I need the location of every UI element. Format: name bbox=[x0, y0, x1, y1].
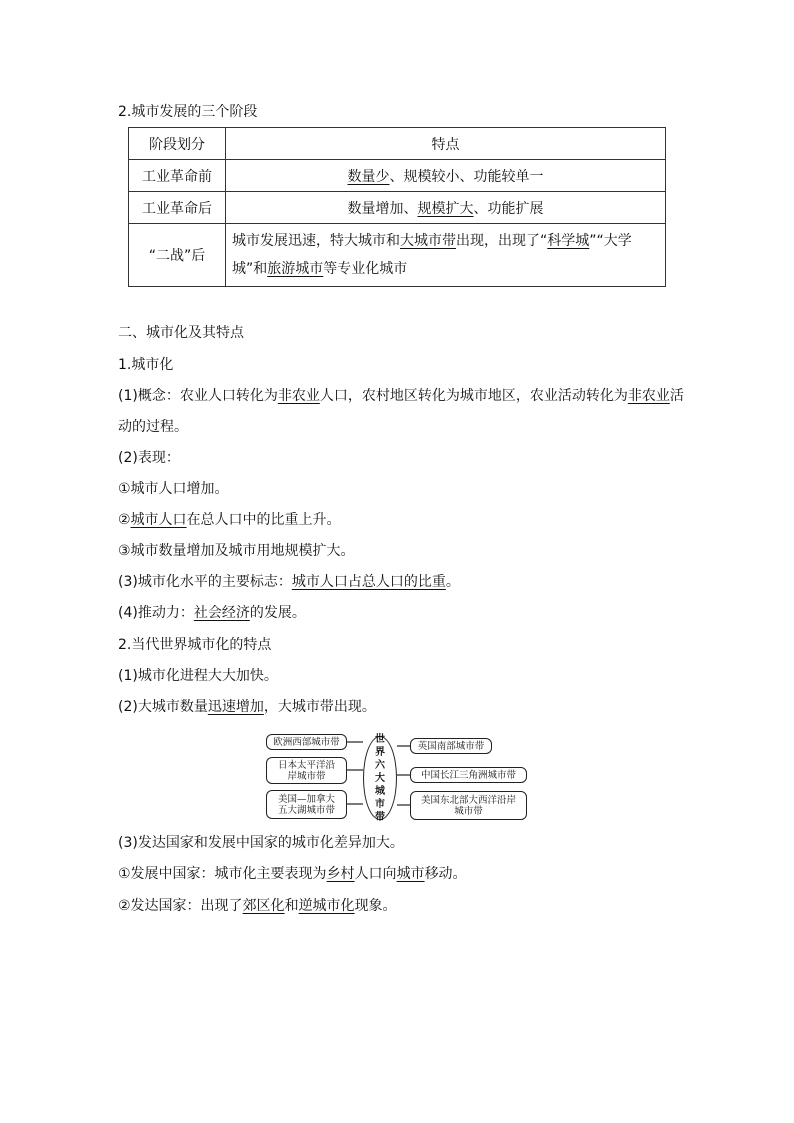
features-text: 、规模较小、功能较单一 bbox=[389, 168, 544, 185]
concept-text: 活 bbox=[669, 388, 684, 404]
underlined-term: 城市人口 bbox=[130, 512, 187, 528]
stages-table bbox=[128, 127, 666, 287]
dev-text: 移动。 bbox=[424, 866, 467, 882]
dev-text: 人口向 bbox=[354, 866, 397, 882]
stage-cell: 工业革命后 bbox=[129, 192, 226, 224]
subheading-urbanization: 1.城市化 bbox=[118, 357, 174, 373]
circled-number: ② bbox=[118, 512, 131, 528]
developing-countries bbox=[118, 864, 467, 884]
developed-countries bbox=[118, 896, 397, 916]
table-header-features: 特点 bbox=[226, 128, 666, 160]
dev-text: 现象。 bbox=[354, 898, 397, 914]
features-text: 、功能扩展 bbox=[473, 200, 544, 217]
underlined-term: 社会经济 bbox=[193, 605, 250, 621]
feature-text: (2)大城市数量 bbox=[118, 699, 208, 715]
underlined-term: 城市 bbox=[396, 866, 425, 882]
right-belt-box bbox=[410, 791, 527, 820]
features-text: 数量增加、 bbox=[347, 200, 418, 217]
manifestation-text: 在总人口中的比重上升。 bbox=[186, 512, 341, 528]
belt-label: 美国—加拿大五大湖城市带 bbox=[277, 793, 335, 816]
manifestation-3: ③城市数量增加及城市用地规模扩大。 bbox=[118, 543, 355, 559]
manifestation-title: (2)表现： bbox=[118, 450, 180, 466]
feature-1: (1)城市化进程大大加快。 bbox=[118, 668, 278, 684]
center-node bbox=[363, 733, 397, 823]
sign-text: 。 bbox=[445, 574, 460, 590]
underlined-term: 数量少 bbox=[347, 168, 390, 185]
underlined-term: 城市人口占总人口的比重 bbox=[291, 574, 446, 590]
table-row bbox=[129, 192, 666, 224]
features-text: 等专业化城市 bbox=[323, 261, 408, 277]
belt-label: 美国东北部大西洋沿岸城市带 bbox=[420, 794, 516, 817]
urbanization-sign bbox=[118, 572, 460, 592]
manifestation-2 bbox=[118, 510, 341, 530]
megalopolis-diagram bbox=[264, 732, 532, 824]
underlined-term: 非农业 bbox=[277, 388, 320, 404]
left-belt-box: 欧洲西部城市带 bbox=[266, 734, 347, 750]
features-cell bbox=[226, 160, 666, 192]
concept-text: 人口，农村地区转化为城市地区，农业活动转化为 bbox=[319, 388, 628, 404]
left-belt-box bbox=[266, 790, 347, 819]
force-text: 的发展。 bbox=[249, 605, 306, 621]
underlined-term: 科学城 bbox=[547, 233, 590, 249]
features-text: 城市发展迅速，特大城市和 bbox=[232, 233, 400, 249]
concept-text: (1)概念：农业人口转化为 bbox=[118, 388, 278, 404]
underlined-term: 大城市带 bbox=[400, 233, 456, 249]
dev-text: ①发展中国家：城市化主要表现为 bbox=[118, 866, 327, 882]
table-header-row bbox=[129, 128, 666, 160]
feature-3: (3)发达国家和发展中国家的城市化差异加大。 bbox=[118, 835, 404, 851]
section-heading-urbanization: 二、城市化及其特点 bbox=[118, 325, 244, 341]
concept-line-2: 动的过程。 bbox=[118, 419, 188, 435]
dev-text: 和 bbox=[284, 898, 299, 914]
sign-text: (3)城市化水平的主要标志： bbox=[118, 574, 292, 590]
left-belt-box bbox=[266, 757, 347, 784]
features-text: ”“大学城”和 bbox=[232, 233, 632, 277]
feature-text: ，大城市带出现。 bbox=[263, 699, 376, 715]
driving-force bbox=[118, 603, 306, 623]
features-cell bbox=[226, 192, 666, 224]
underlined-term: 逆城市化 bbox=[298, 898, 355, 914]
underlined-term: 非农业 bbox=[627, 388, 670, 404]
dev-text: ②发达国家：出现了 bbox=[118, 898, 243, 914]
underlined-term: 乡村 bbox=[326, 866, 355, 882]
right-belt-box: 中国长江三角洲城市带 bbox=[410, 767, 527, 783]
table-header-stage: 阶段划分 bbox=[129, 128, 226, 160]
underlined-term: 旅游城市 bbox=[267, 261, 324, 277]
right-belt-box: 英国南部城市带 bbox=[410, 738, 492, 754]
concept-line-1 bbox=[118, 386, 684, 406]
table-row bbox=[129, 224, 666, 287]
belt-label: 日本太平洋沿岸城市带 bbox=[277, 759, 335, 782]
force-text: (4)推动力： bbox=[118, 605, 194, 621]
underlined-term: 郊区化 bbox=[242, 898, 285, 914]
features-cell bbox=[226, 224, 666, 287]
stage-cell: 工业革命前 bbox=[129, 160, 226, 192]
stage-cell: “二战”后 bbox=[129, 224, 226, 287]
feature-2 bbox=[118, 697, 376, 717]
underlined-term: 迅速增加 bbox=[207, 699, 264, 715]
subheading-features: 2.当代世界城市化的特点 bbox=[118, 637, 272, 653]
center-label: 世界六大城市带 bbox=[375, 733, 385, 823]
table-row bbox=[129, 160, 666, 192]
section-heading-stages: 2.城市发展的三个阶段 bbox=[118, 104, 258, 120]
features-text: 出现，出现了“ bbox=[456, 233, 548, 249]
manifestation-1: ①城市人口增加。 bbox=[118, 481, 229, 497]
underlined-term: 规模扩大 bbox=[417, 200, 474, 217]
